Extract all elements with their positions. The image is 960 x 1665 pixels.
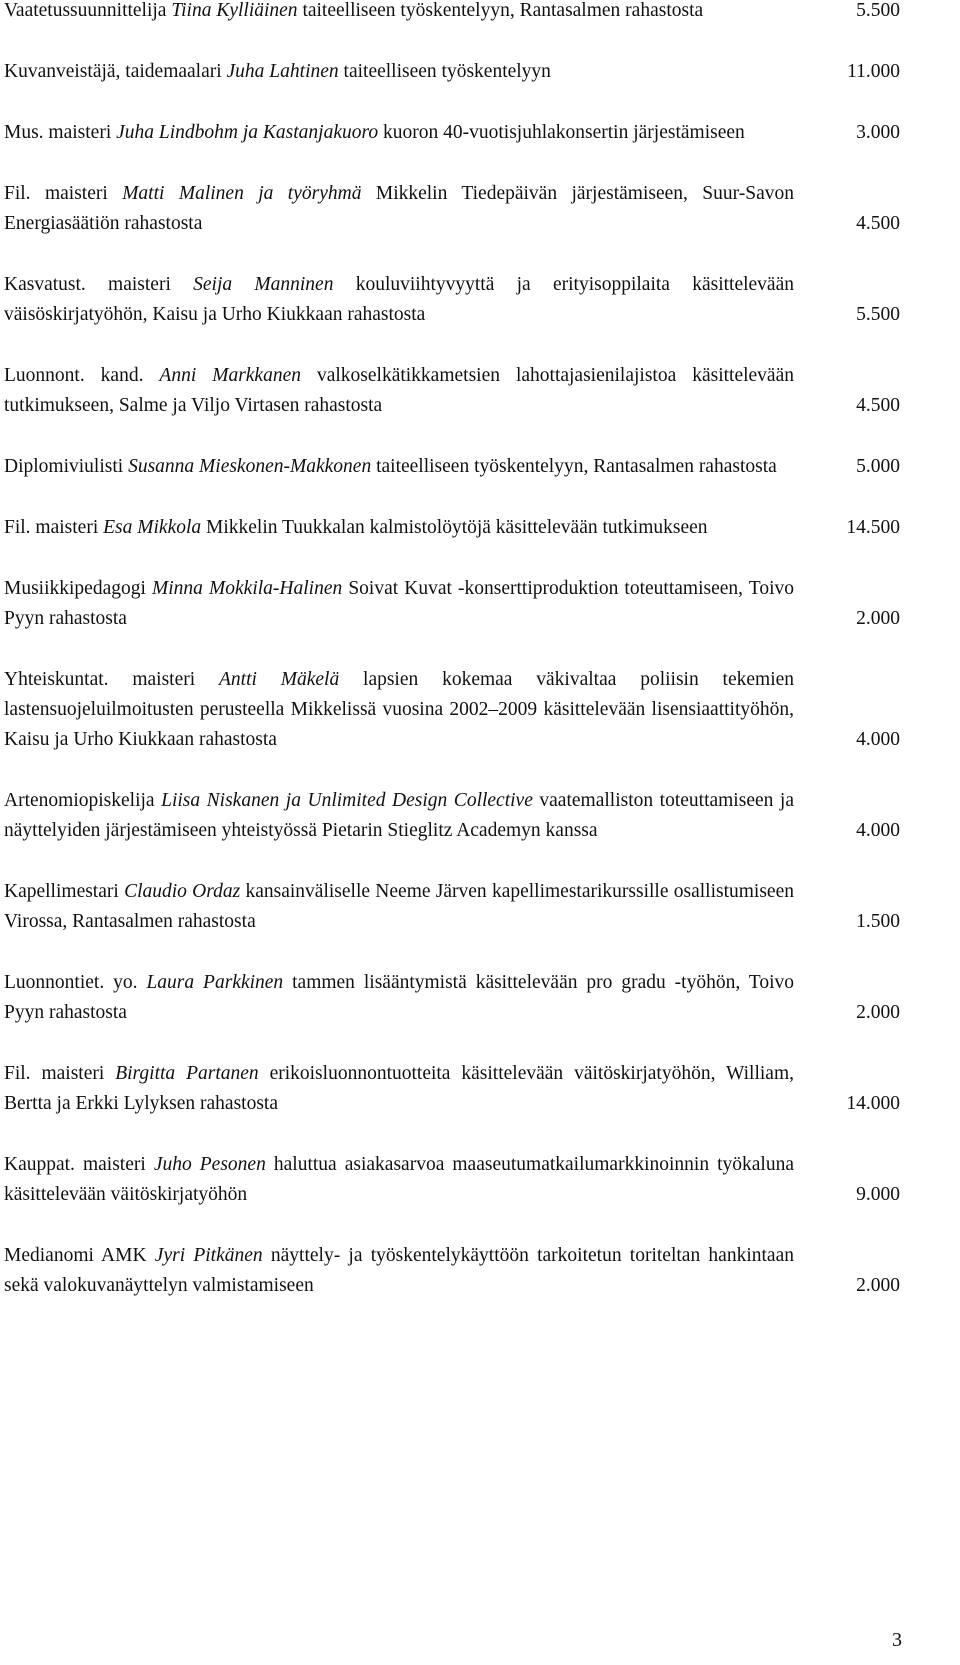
grant-description-end: taiteelliseen työskentelyyn, Rantasalmen rahastosta	[371, 456, 777, 477]
grant-description-start: Yhteiskuntat. maisteri	[4, 669, 219, 690]
grant-description-end: valkoselkätikkametsien lahottajasienilajistoa käsittelevään tutkimukseen, Salme ja Viljo Virtasen rahastosta	[4, 365, 794, 416]
grant-description-end: tammen lisääntymistä käsittelevään pro gradu -työhön, Toivo Pyyn rahastosta	[4, 972, 794, 1023]
grant-entry	[4, 665, 904, 755]
grant-entry	[4, 270, 904, 330]
grant-entry	[4, 513, 904, 543]
grant-entry	[4, 1241, 904, 1301]
grant-amount: 2.000	[856, 1275, 900, 1296]
recipient-name: Matti Malinen ja työryhmä	[122, 183, 362, 204]
grant-amount: 4.000	[856, 729, 900, 750]
grant-amount: 14.500	[846, 517, 900, 538]
grant-description-start: Diplomiviulisti	[4, 456, 129, 477]
grant-description-start: Fil. maisteri	[4, 1063, 116, 1084]
grant-description-end: kouluviihtyvyyttä ja erityisoppilaita käsittelevään väisöskirjatyöhön, Kaisu ja Urho Kiukkaan rahastosta	[4, 274, 794, 325]
grant-description-end: kansainväliselle Neeme Järven kapellimestarikurssille osallistumiseen Virossa, Rantasalmen rahastosta	[4, 881, 794, 932]
grant-description-end: Mikkelin Tiedepäivän järjestämiseen, Suur-Savon Energiasäätiön rahastosta	[4, 183, 794, 234]
grant-description-start: Vaatetussuunnittelija	[4, 0, 172, 21]
page-number: 3	[892, 1629, 902, 1651]
grant-entry	[4, 1059, 904, 1119]
grant-entry	[4, 179, 904, 239]
grant-description-start: Artenomiopiskelija	[4, 790, 162, 811]
grant-description-end: erikoisluonnontuotteita käsittelevään väitöskirjatyöhön, William, Bertta ja Erkki Lylyksen rahastosta	[4, 1063, 794, 1114]
grant-entry	[4, 574, 904, 634]
grant-amount: 2.000	[856, 608, 900, 629]
grant-amount: 4.500	[856, 213, 900, 234]
grant-amount: 4.500	[856, 395, 900, 416]
grant-entry	[4, 118, 904, 148]
grant-description-end: haluttua asiakasarvoa maaseutumatkailumarkkinoinnin työkaluna käsittelevään väitöskirjatyöhön	[4, 1154, 795, 1205]
grant-entry	[4, 968, 904, 1028]
grant-amount: 5.500	[856, 0, 900, 21]
recipient-name: Liisa Niskanen ja Unlimited Design Collective	[161, 790, 533, 811]
grant-amount: 14.000	[846, 1093, 900, 1114]
grant-description-start: Fil. maisteri	[4, 517, 104, 538]
grant-description-end: taiteelliseen työskentelyyn	[338, 61, 551, 82]
recipient-name: Jyri Pitkänen	[154, 1245, 263, 1266]
grant-description-start: Musiikkipedagogi	[4, 578, 153, 599]
grant-description-start: Kuvanveistäjä, taidemaalari	[4, 61, 227, 82]
grant-description-start: Fil. maisteri	[4, 183, 123, 204]
grant-amount: 5.500	[856, 304, 900, 325]
grant-entry	[4, 877, 904, 937]
grant-description-end: vaatemalliston toteuttamiseen ja näyttelyiden järjestämiseen yhteistyössä Pietarin Stieglitz Academyn kanssa	[4, 790, 794, 841]
grant-amount: 4.000	[856, 820, 900, 841]
grant-description-start: Kauppat. maisteri	[4, 1154, 154, 1175]
recipient-name: Juha Lahtinen	[226, 61, 339, 82]
grant-description-end: näyttely- ja työskentelykäyttöön tarkoitetun toriteltan hankintaan sekä valokuvanäyttelyn valmistamiseen	[4, 1245, 794, 1296]
grant-description-start: Luonnont. kand.	[4, 365, 160, 386]
grant-description-start: Mus. maisteri	[4, 122, 117, 143]
grant-entry	[4, 1150, 904, 1210]
recipient-name: Juho Pesonen	[153, 1154, 266, 1175]
recipient-name: Birgitta Partanen	[115, 1063, 259, 1084]
grant-description-end: Soivat Kuvat -konserttiproduktion toteuttamiseen, Toivo Pyyn rahastosta	[4, 578, 794, 629]
grant-entry	[4, 57, 904, 87]
grant-description-end: Mikkelin Tuukkalan kalmistolöytöjä käsittelevään tutkimukseen	[201, 517, 708, 538]
grant-entry	[4, 786, 904, 846]
recipient-name: Esa Mikkola	[103, 517, 202, 538]
grant-description-end: kuoron 40-vuotisjuhlakonsertin järjestämiseen	[378, 122, 745, 143]
recipient-name: Seija Manninen	[193, 274, 334, 295]
recipient-name: Laura Parkkinen	[146, 972, 284, 993]
grant-amount: 3.000	[856, 122, 900, 143]
grant-description-start: Luonnontiet. yo.	[4, 972, 147, 993]
grant-amount: 9.000	[856, 1184, 900, 1205]
grant-list	[4, 0, 904, 1332]
recipient-name: Antti Mäkelä	[218, 669, 340, 690]
grant-description-start: Kasvatust. maisteri	[4, 274, 194, 295]
recipient-name: Minna Mokkila-Halinen	[152, 578, 343, 599]
recipient-name: Claudio Ordaz	[124, 881, 241, 902]
grant-entry	[4, 452, 904, 482]
grant-description-start: Kapellimestari	[4, 881, 125, 902]
grant-entry	[4, 361, 904, 421]
recipient-name: Anni Markkanen	[159, 365, 301, 386]
grant-description-start: Medianomi AMK	[4, 1245, 155, 1266]
grant-amount: 1.500	[856, 911, 900, 932]
recipient-name: Tiina Kylliäinen	[171, 0, 298, 21]
grant-description-end: taiteelliseen työskentelyyn, Rantasalmen rahastosta	[297, 0, 704, 21]
grant-amount: 5.000	[856, 456, 900, 477]
recipient-name: Susanna Mieskonen-Makkonen	[128, 456, 372, 477]
recipient-name: Juha Lindbohm ja Kastanjakuoro	[116, 122, 379, 143]
grant-entry	[4, 0, 904, 26]
grant-amount: 2.000	[856, 1002, 900, 1023]
grant-amount: 11.000	[847, 61, 900, 82]
grant-description-end: lapsien kokemaa väkivaltaa poliisin tekemien lastensuojeluilmoitusten perusteella Mikkelissä vuosina 2002–2009 käsittelevään lisensiaattityöhön, Kaisu ja Urho Kiukkaan rahastosta	[4, 669, 795, 750]
